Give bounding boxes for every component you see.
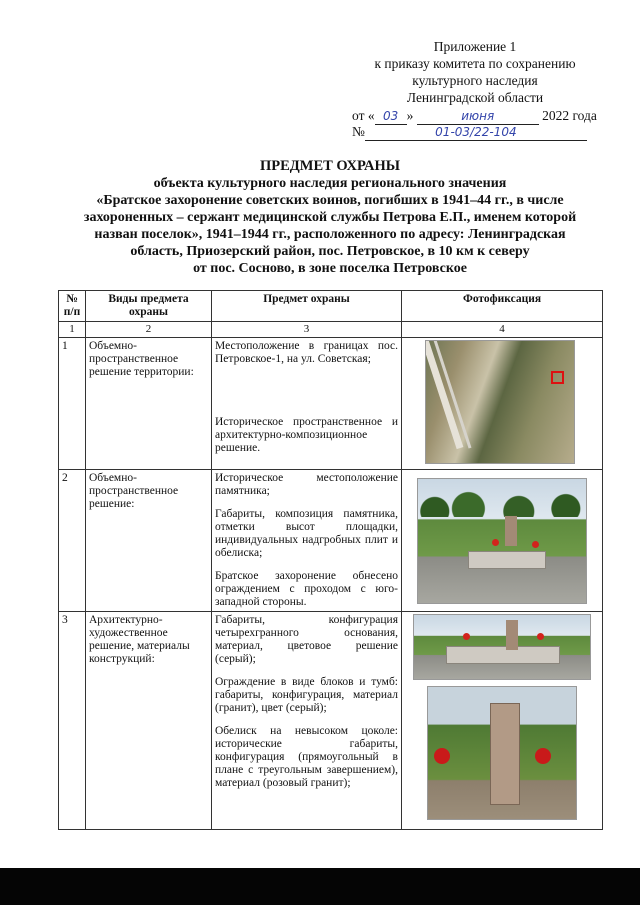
title-line: область, Приозерский район, пос. Петровское, в 10 км к северу (130, 244, 530, 259)
table-row (59, 612, 603, 830)
column-header: Виды предмета охраны (86, 291, 212, 322)
order-date: от « 03 » июня 2022 года (352, 108, 597, 123)
scan-border (0, 868, 640, 905)
appendix-line: к приказу комитета по сохранению (374, 56, 576, 71)
row-number: 2 (59, 470, 86, 612)
column-header: Фотофиксация (402, 291, 603, 322)
title-line: объекта культурного наследия регионального значения (153, 176, 507, 191)
handwritten-day: 03 (382, 109, 399, 123)
row-subject: Историческое местоположение памятника; Габариты, композиция памятника, отметки высот площадки, индивидуальных надгробных плит и обелиска; Братское захоронение обнесено ограждением с проходом с юго-западной стороны. (212, 470, 402, 612)
photo-cell (402, 338, 603, 470)
title-line: «Братское захоронение советских воинов, погибших в 1941–44 гг., в числе (96, 193, 564, 208)
handwritten-number: 01-03/22-104 (435, 125, 517, 139)
row-subject: Габариты, конфигурация четырехгранного основания, материал, цветовое решение (серый); Ограждение в виде блоков и тумб: габариты, конфигурация, материал (гранит), цвет (серый); Обелиск на невысоком цоколе: исторические габариты, конфигурация (прямоугольный в плане с треугольным завершением), материал (розовый гранит); (212, 612, 402, 830)
memorial-photo (417, 478, 587, 604)
title-line: захороненных – сержант медицинской службы Петрова Е.П., именем которой (83, 210, 577, 225)
table-row (59, 338, 603, 470)
protection-table (58, 290, 603, 830)
row-kind: Объемно-пространственное решение территории: (86, 338, 212, 470)
column-header: Предмет охраны (212, 291, 402, 322)
memorial-photo (413, 614, 591, 680)
title-line: назван поселок», 1941–1944 гг., расположенного по адресу: Ленинградская (94, 227, 566, 242)
handwritten-month: июня (461, 109, 495, 123)
appendix-line: культурного наследия (412, 73, 538, 88)
order-number: № 01-03/22-104 (352, 124, 587, 141)
row-kind: Объемно-пространственное решение: (86, 470, 212, 612)
title-head: ПРЕДМЕТ ОХРАНЫ (259, 158, 401, 174)
title-line: от пос. Сосново, в зоне поселка Петровское (193, 261, 467, 276)
document-title (60, 158, 600, 277)
row-number: 3 (59, 612, 86, 830)
row-number: 1 (59, 338, 86, 470)
satellite-photo (425, 340, 575, 464)
row-kind: Архитектурно-художественное решение, материалы конструкций: (86, 612, 212, 830)
photo-cell (402, 470, 603, 612)
column-header: № п/п (59, 291, 86, 322)
appendix-line: Приложение 1 (433, 39, 517, 54)
table-header-row (59, 291, 603, 322)
column-number-row: 1 2 3 4 (59, 322, 603, 338)
table-row (59, 470, 603, 612)
appendix-header (330, 38, 620, 106)
appendix-line: Ленинградской области (406, 90, 544, 105)
photo-cell (402, 612, 603, 830)
obelisk-photo (427, 686, 577, 820)
row-subject: Местоположение в границах пос. Петровское-1, на ул. Советская; Историческое пространственное и архитектурно-композиционное решение. (212, 338, 402, 470)
